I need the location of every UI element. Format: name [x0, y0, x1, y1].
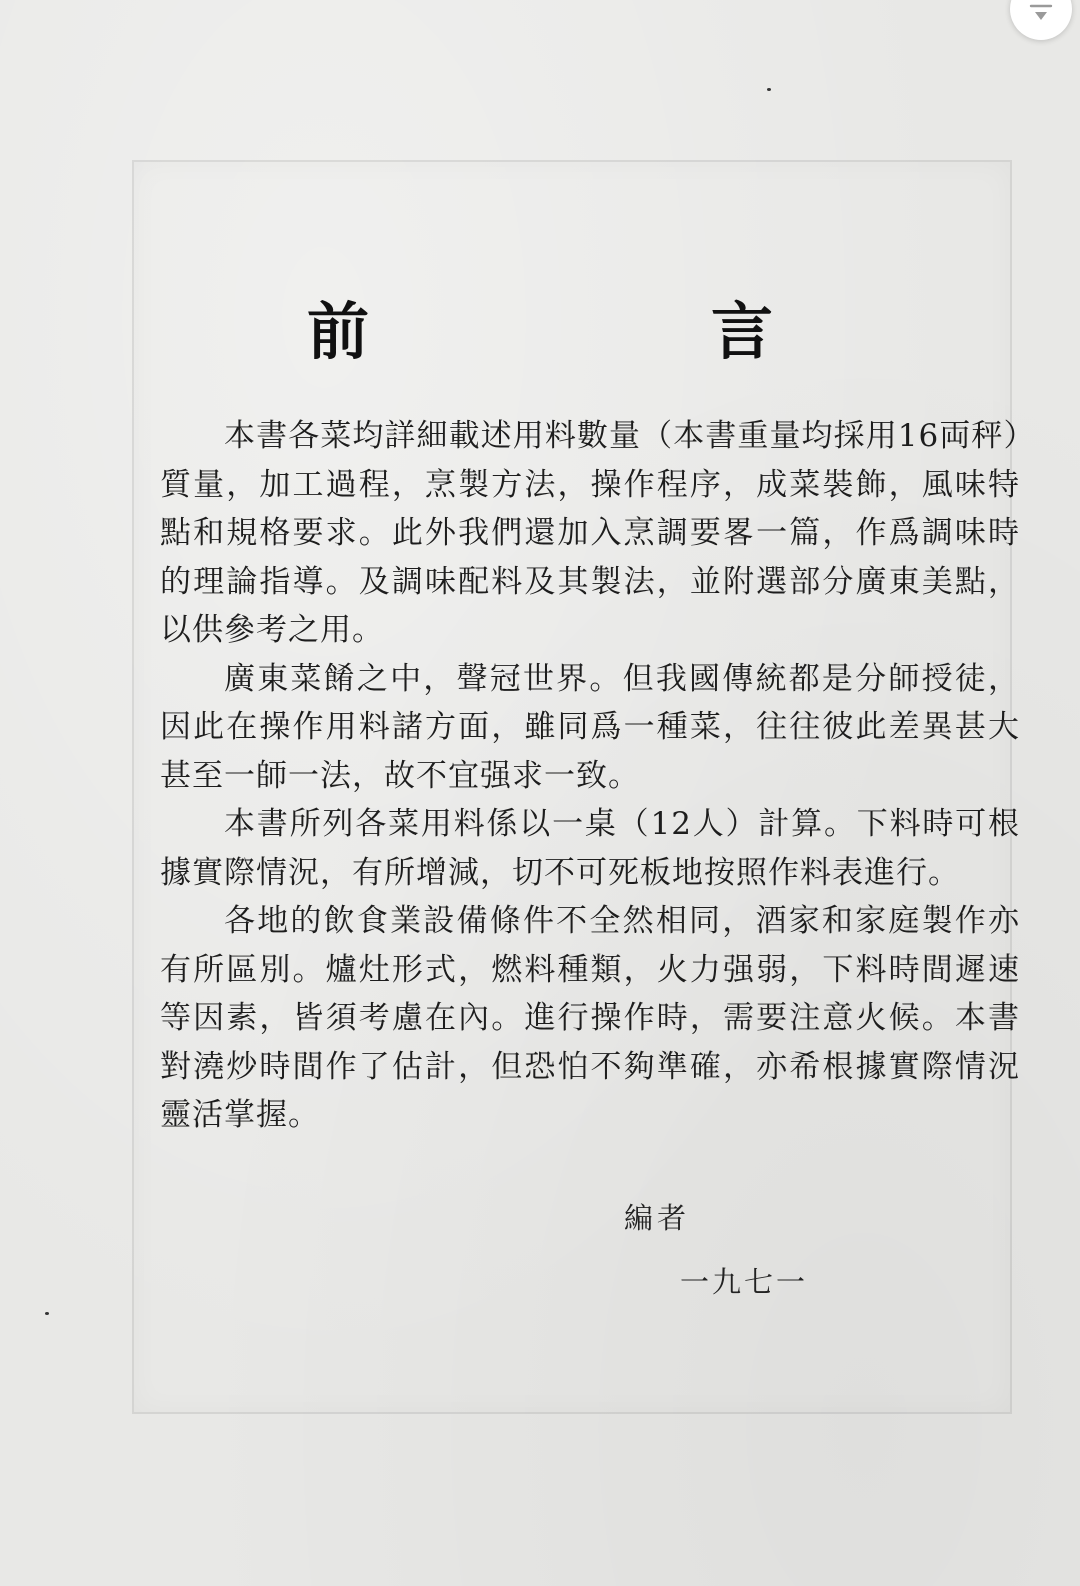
signature-year: 一九七一: [680, 1265, 809, 1299]
page-title: 前 言: [306, 295, 913, 368]
preface-body: [160, 412, 1020, 1140]
paragraph-4: 各地的飲食業設備條件不全然相同，酒家和家庭製作亦有所區別。爐灶形式，燃料種類，火力强弱，下料時間遲速等因素，皆須考慮在內。進行操作時，需要注意火候。本書對澆炒時間作了估計，但恐怕不夠準確，亦希根據實際情況靈活掌握。: [160, 903, 1020, 1133]
paragraph-3: 本書所列各菜用料係以一桌（12人）計算。下料時可根據實際情況，有所增減，切不可死板地按照作料表進行。: [160, 806, 1020, 891]
paragraph-1: 本書各菜均詳細載述用料數量（本書重量均採用16両秤）質量，加工過程，烹製方法，操作程序，成菜裝飾，風味特點和規格要求。此外我們還加入烹調要畧一篇，作爲調味時的理論指導。及調味配料及其製法，並附選部分廣東美點，以供參考之用。: [160, 418, 1020, 648]
print-speck: [45, 1312, 49, 1315]
print-speck: [767, 88, 771, 91]
paragraph-2: 廣東菜餚之中，聲冠世界。但我國傳統都是分師授徒，因此在操作用料諸方面，雖同爲一種菜，往往彼此差異甚大甚至一師一法，故不宜强求一致。: [160, 660, 1020, 794]
filter-down-icon: [1029, 4, 1053, 24]
signature-editor: 編者: [624, 1201, 691, 1235]
